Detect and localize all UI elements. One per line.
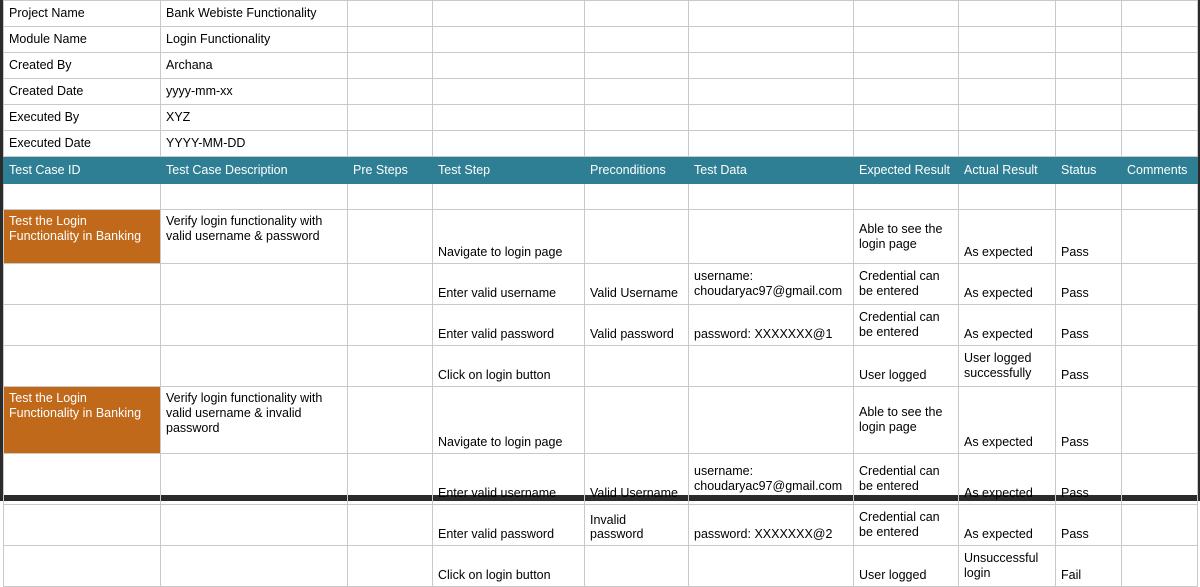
cell-test-data [689,546,854,587]
empty-cell [1056,53,1122,79]
empty-cell [433,79,585,105]
cell-status: Pass [1056,264,1122,305]
cell-comments [1122,305,1198,346]
spacer-row [4,184,1198,210]
cell-expected-result: Credential can be entered [854,505,959,546]
cell-test-case-id: Test the Login Functionality in Banking [4,387,161,454]
cell-test-data [689,346,854,387]
empty-cell [585,53,689,79]
empty-cell [585,79,689,105]
meta-row [4,105,1198,131]
empty-cell [1056,79,1122,105]
empty-cell [1122,1,1198,27]
meta-label: Created By [4,53,161,79]
meta-label: Executed Date [4,131,161,157]
cell-test-case-id [4,546,161,587]
column-header-comments: Comments [1122,157,1198,184]
cell-test-data: username: choudaryac97@gmail.com [689,454,854,505]
empty-cell [348,1,433,27]
cell-status: Pass [1056,305,1122,346]
cell-expected-result: User logged [854,346,959,387]
cell-test-case-description: Verify login functionality with valid username & password [161,210,348,264]
cell-test-case-id [4,346,161,387]
empty-cell [585,27,689,53]
meta-value: Login Functionality [161,27,348,53]
empty-cell [1056,27,1122,53]
empty-cell [689,79,854,105]
table-row [4,305,1198,346]
meta-value: Bank Webiste Functionality [161,1,348,27]
cell-test-data [689,387,854,454]
empty-cell [161,184,348,210]
cell-test-case-id [4,305,161,346]
meta-value: yyyy-mm-xx [161,79,348,105]
empty-cell [585,131,689,157]
cell-test-step: Enter valid username [433,454,585,505]
cell-actual-result: As expected [959,210,1056,264]
meta-label: Project Name [4,1,161,27]
empty-cell [854,53,959,79]
cell-actual-result: As expected [959,387,1056,454]
cell-status: Pass [1056,346,1122,387]
column-header-preconditions: Preconditions [585,157,689,184]
meta-value: YYYY-MM-DD [161,131,348,157]
cell-test-case-description [161,505,348,546]
column-header-expected-result: Expected Result [854,157,959,184]
cell-pre-steps [348,346,433,387]
empty-cell [585,1,689,27]
cell-test-step: Navigate to login page [433,387,585,454]
cell-comments [1122,505,1198,546]
cell-preconditions: Valid password [585,305,689,346]
cell-status: Pass [1056,454,1122,505]
cell-test-step: Click on login button [433,346,585,387]
empty-cell [959,79,1056,105]
empty-cell [959,105,1056,131]
column-header-test-case-description: Test Case Description [161,157,348,184]
meta-row [4,53,1198,79]
empty-cell [4,184,161,210]
meta-row [4,79,1198,105]
table-row [4,546,1198,587]
empty-cell [348,79,433,105]
empty-cell [689,27,854,53]
cell-preconditions [585,346,689,387]
cell-status: Pass [1056,210,1122,264]
table-row [4,505,1198,546]
empty-cell [959,27,1056,53]
cell-test-case-description [161,264,348,305]
column-header-test-case-id: Test Case ID [4,157,161,184]
empty-cell [1056,184,1122,210]
column-header-actual-result: Actual Result [959,157,1056,184]
cell-actual-result: As expected [959,264,1056,305]
empty-cell [689,105,854,131]
test-case-table [3,0,1198,587]
cell-test-data: username: choudaryac97@gmail.com [689,264,854,305]
empty-cell [585,105,689,131]
empty-cell [1122,79,1198,105]
cell-test-case-description: Verify login functionality with valid username & invalid password [161,387,348,454]
meta-row [4,1,1198,27]
cell-pre-steps [348,210,433,264]
cell-pre-steps [348,387,433,454]
empty-cell [1122,53,1198,79]
empty-cell [1122,27,1198,53]
empty-cell [1122,105,1198,131]
cell-preconditions: Invalid password [585,505,689,546]
empty-cell [348,53,433,79]
empty-cell [433,1,585,27]
cell-test-case-id [4,264,161,305]
table-row [4,210,1198,264]
cell-test-step: Enter valid password [433,305,585,346]
empty-cell [433,53,585,79]
cell-pre-steps [348,454,433,505]
cell-comments [1122,546,1198,587]
empty-cell [854,105,959,131]
cell-preconditions: Valid Username [585,454,689,505]
cell-comments [1122,454,1198,505]
cell-test-case-description [161,454,348,505]
cell-preconditions [585,210,689,264]
cell-pre-steps [348,505,433,546]
cell-comments [1122,210,1198,264]
cell-actual-result: User logged successfully [959,346,1056,387]
cell-test-step: Navigate to login page [433,210,585,264]
cell-pre-steps [348,305,433,346]
empty-cell [348,131,433,157]
cell-actual-result: As expected [959,505,1056,546]
empty-cell [854,131,959,157]
column-header-pre-steps: Pre Steps [348,157,433,184]
empty-cell [433,105,585,131]
cell-expected-result: User logged [854,546,959,587]
cell-preconditions: Valid Username [585,264,689,305]
table-header-row [4,157,1198,184]
cell-expected-result: Able to see the login page [854,387,959,454]
cell-expected-result: Credential can be entered [854,264,959,305]
empty-cell [433,184,585,210]
cell-comments [1122,264,1198,305]
empty-cell [1056,105,1122,131]
empty-cell [433,27,585,53]
meta-value: XYZ [161,105,348,131]
column-header-test-step: Test Step [433,157,585,184]
empty-cell [1122,131,1198,157]
cell-comments [1122,387,1198,454]
cell-test-step: Enter valid username [433,264,585,305]
meta-label: Created Date [4,79,161,105]
column-header-test-data: Test Data [689,157,854,184]
cell-expected-result: Credential can be entered [854,305,959,346]
table-row [4,454,1198,505]
cell-status: Fail [1056,546,1122,587]
empty-cell [1056,1,1122,27]
empty-cell [854,1,959,27]
empty-cell [585,184,689,210]
cell-actual-result: As expected [959,305,1056,346]
empty-cell [959,184,1056,210]
empty-cell [959,1,1056,27]
cell-comments [1122,346,1198,387]
cell-test-case-description [161,546,348,587]
table-row [4,387,1198,454]
empty-cell [959,131,1056,157]
cell-test-data [689,210,854,264]
cell-expected-result: Credential can be entered [854,454,959,505]
empty-cell [689,53,854,79]
cell-expected-result: Able to see the login page [854,210,959,264]
empty-cell [348,105,433,131]
empty-cell [348,27,433,53]
empty-cell [689,1,854,27]
empty-cell [959,53,1056,79]
empty-cell [1122,184,1198,210]
cell-status: Pass [1056,505,1122,546]
cell-test-step: Enter valid password [433,505,585,546]
empty-cell [854,27,959,53]
cell-test-case-description [161,346,348,387]
empty-cell [348,184,433,210]
cell-test-case-id [4,454,161,505]
cell-test-step: Click on login button [433,546,585,587]
cell-pre-steps [348,264,433,305]
table-row [4,346,1198,387]
cell-test-case-id [4,505,161,546]
meta-value: Archana [161,53,348,79]
cell-test-data: password: XXXXXXX@1 [689,305,854,346]
empty-cell [433,131,585,157]
meta-label: Executed By [4,105,161,131]
empty-cell [854,184,959,210]
meta-label: Module Name [4,27,161,53]
empty-cell [1056,131,1122,157]
cell-preconditions [585,546,689,587]
cell-actual-result: Unsuccessful login [959,546,1056,587]
cell-preconditions [585,387,689,454]
empty-cell [689,131,854,157]
cell-pre-steps [348,546,433,587]
empty-cell [689,184,854,210]
table-row [4,264,1198,305]
cell-test-case-description [161,305,348,346]
cell-actual-result: As expected [959,454,1056,505]
cell-test-data: password: XXXXXXX@2 [689,505,854,546]
cell-test-case-id: Test the Login Functionality in Banking [4,210,161,264]
empty-cell [854,79,959,105]
meta-row [4,131,1198,157]
cell-status: Pass [1056,387,1122,454]
column-header-status: Status [1056,157,1122,184]
meta-row [4,27,1198,53]
